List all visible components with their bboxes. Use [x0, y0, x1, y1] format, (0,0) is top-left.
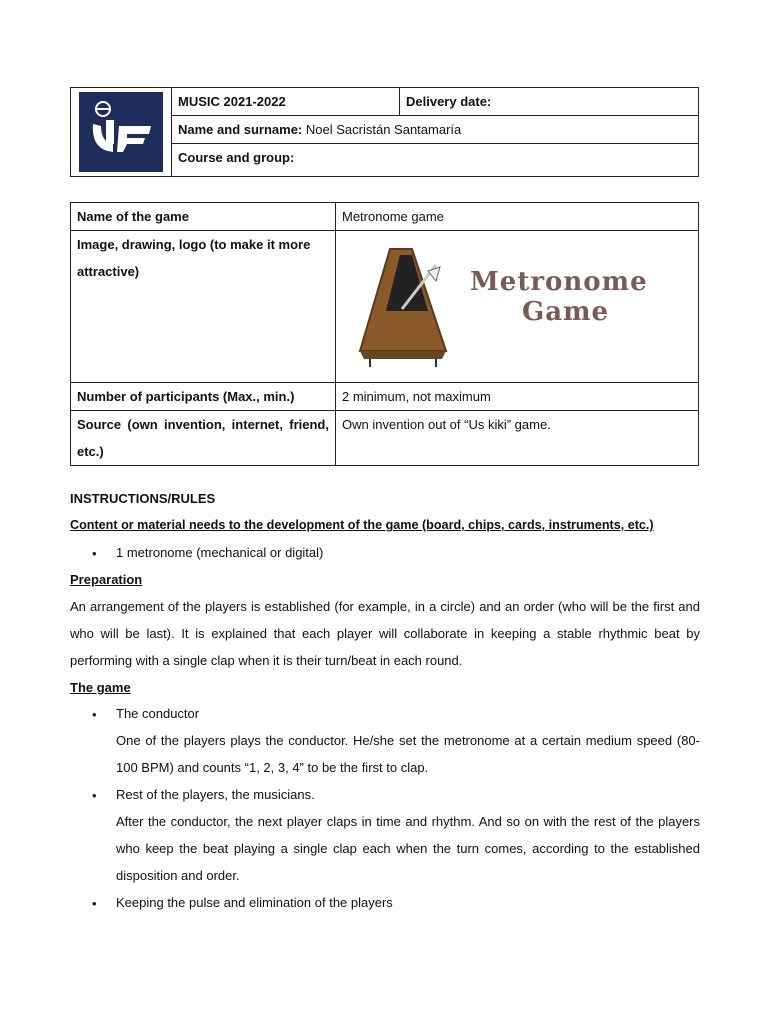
- preparation-text: An arrangement of the players is established (for example, in a circle) and an order (who will be the first and who will be last). It is explained that each player will collaborate in keeping a stable rhythmic beat by performing with a single clap when it is their turn/beat in each round.: [70, 599, 700, 668]
- bullet-icon: •: [92, 707, 97, 722]
- metronome-icon: [356, 241, 456, 371]
- pulse-title: Keeping the pulse and elimination of the players: [116, 895, 393, 910]
- name-label: Name and surname:: [178, 122, 303, 137]
- conductor-title: The conductor: [116, 706, 200, 721]
- content-heading: Content or material needs to the development of the game (board, chips, cards, instruments, etc.): [70, 518, 654, 532]
- participants-label: Number of participants (Max., min.): [71, 383, 336, 411]
- school-logo-cell: [71, 88, 172, 177]
- game-logo-cell: [336, 231, 699, 383]
- name-value: Noel Sacristán Santamaría: [305, 122, 462, 137]
- musicians-text: After the conductor, the next player claps in time and rhythm. And so on with the rest of the players who keep the beat playing a single clap each when the turn comes, according to the established disposition and order.: [116, 814, 700, 883]
- instructions-heading: INSTRUCTIONS/RULES: [70, 491, 216, 506]
- game-name-value: Metronome game: [336, 203, 699, 231]
- bullet-icon: •: [92, 546, 97, 561]
- source-value: Own invention out of “Us kiki” game.: [336, 411, 699, 466]
- source-label: Source (own invention, internet, friend, etc.): [71, 411, 336, 466]
- music-cell: MUSIC 2021-2022: [172, 88, 400, 116]
- participants-value: 2 minimum, not maximum: [336, 383, 699, 411]
- musicians-title: Rest of the players, the musicians.: [116, 787, 315, 802]
- bullet-icon: •: [92, 896, 97, 911]
- bullet-icon: •: [92, 788, 97, 803]
- game-table: [70, 202, 699, 466]
- name-cell: [172, 116, 699, 144]
- school-logo-icon: [79, 92, 163, 172]
- image-label: Image, drawing, logo (to make it more attractive): [71, 231, 336, 383]
- preparation-heading: Preparation: [70, 572, 143, 587]
- course-cell: Course and group:: [172, 144, 699, 177]
- delivery-cell: Delivery date:: [400, 88, 699, 116]
- material-item: 1 metronome (mechanical or digital): [116, 545, 324, 560]
- logo-title-line2: Game: [522, 297, 610, 327]
- game-heading: The game: [70, 680, 131, 695]
- game-name-label: Name of the game: [71, 203, 336, 231]
- header-table: [70, 87, 699, 177]
- conductor-text: One of the players plays the conductor. He/she set the metronome at a certain medium speed (80-100 BPM) and counts “1, 2, 3, 4” to be the first to clap.: [116, 733, 700, 775]
- logo-title-line1: Metronome: [470, 267, 648, 297]
